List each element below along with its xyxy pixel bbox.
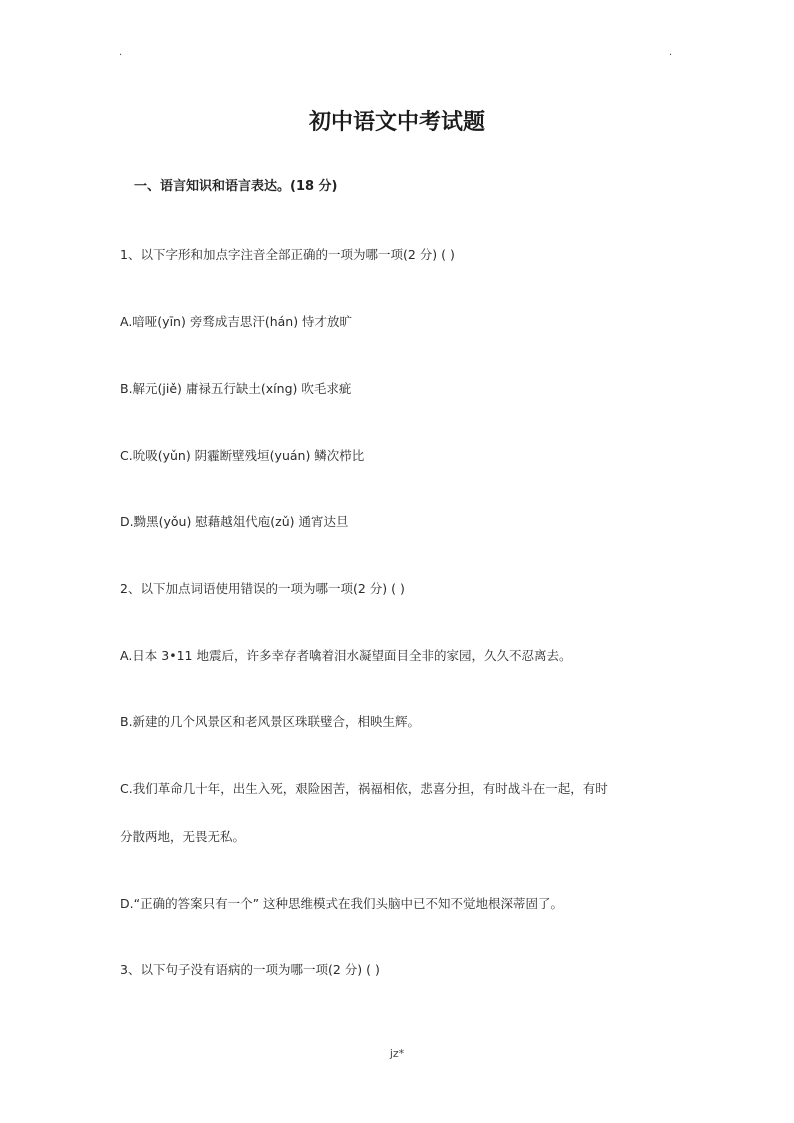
header-right-mark: . bbox=[669, 47, 673, 58]
question-3-stem: 3、以下句子没有语病的一项为哪一项(2 分) ( ) bbox=[120, 962, 380, 977]
question-2-option-c-line1: C.我们革命几十年，出生入死，艰险困苦，祸福相依，悲喜分担，有时战斗在一起，有时 bbox=[120, 781, 608, 796]
question-2-option-c-line2: 分散两地，无畏无私。 bbox=[120, 829, 246, 844]
question-1-stem: 1、以下字形和加点字注音全部正确的一项为哪一项(2 分) ( ) bbox=[120, 247, 455, 262]
header-left-mark: . bbox=[119, 47, 123, 58]
page-footer: jz* bbox=[389, 1047, 405, 1060]
question-2-option-a: A.日本 3•11 地震后，许多幸存者噙着泪水凝望面目全非的家园，久久不忍离去。 bbox=[120, 648, 572, 663]
question-1-option-b: B.解元(jiě) 庸禄五行缺土(xíng) 吹毛求疵 bbox=[120, 381, 352, 396]
question-1-option-d: D.黝黑(yǒu) 慰藉越俎代庖(zǔ) 通宵达旦 bbox=[120, 514, 349, 529]
section-heading: 一、语言知识和语言表达。(18 分) bbox=[134, 179, 338, 194]
question-1-option-a: A.喑哑(yīn) 旁骛成吉思汗(hán) 恃才放旷 bbox=[120, 314, 353, 329]
question-2-option-b: B.新建的几个风景区和老风景区珠联璧合，相映生辉。 bbox=[120, 714, 421, 729]
question-2-stem: 2、以下加点词语使用错误的一项为哪一项(2 分) ( ) bbox=[120, 581, 405, 596]
page-title: 初中语文中考试题 bbox=[308, 110, 485, 135]
question-1-option-c: C.吮吸(yǔn) 阴霾断壁残垣(yuán) 鳞次栉比 bbox=[120, 448, 365, 463]
question-2-option-d: D.“正确的答案只有一个” 这种思维模式在我们头脑中已不知不觉地根深蒂固了。 bbox=[120, 896, 564, 911]
